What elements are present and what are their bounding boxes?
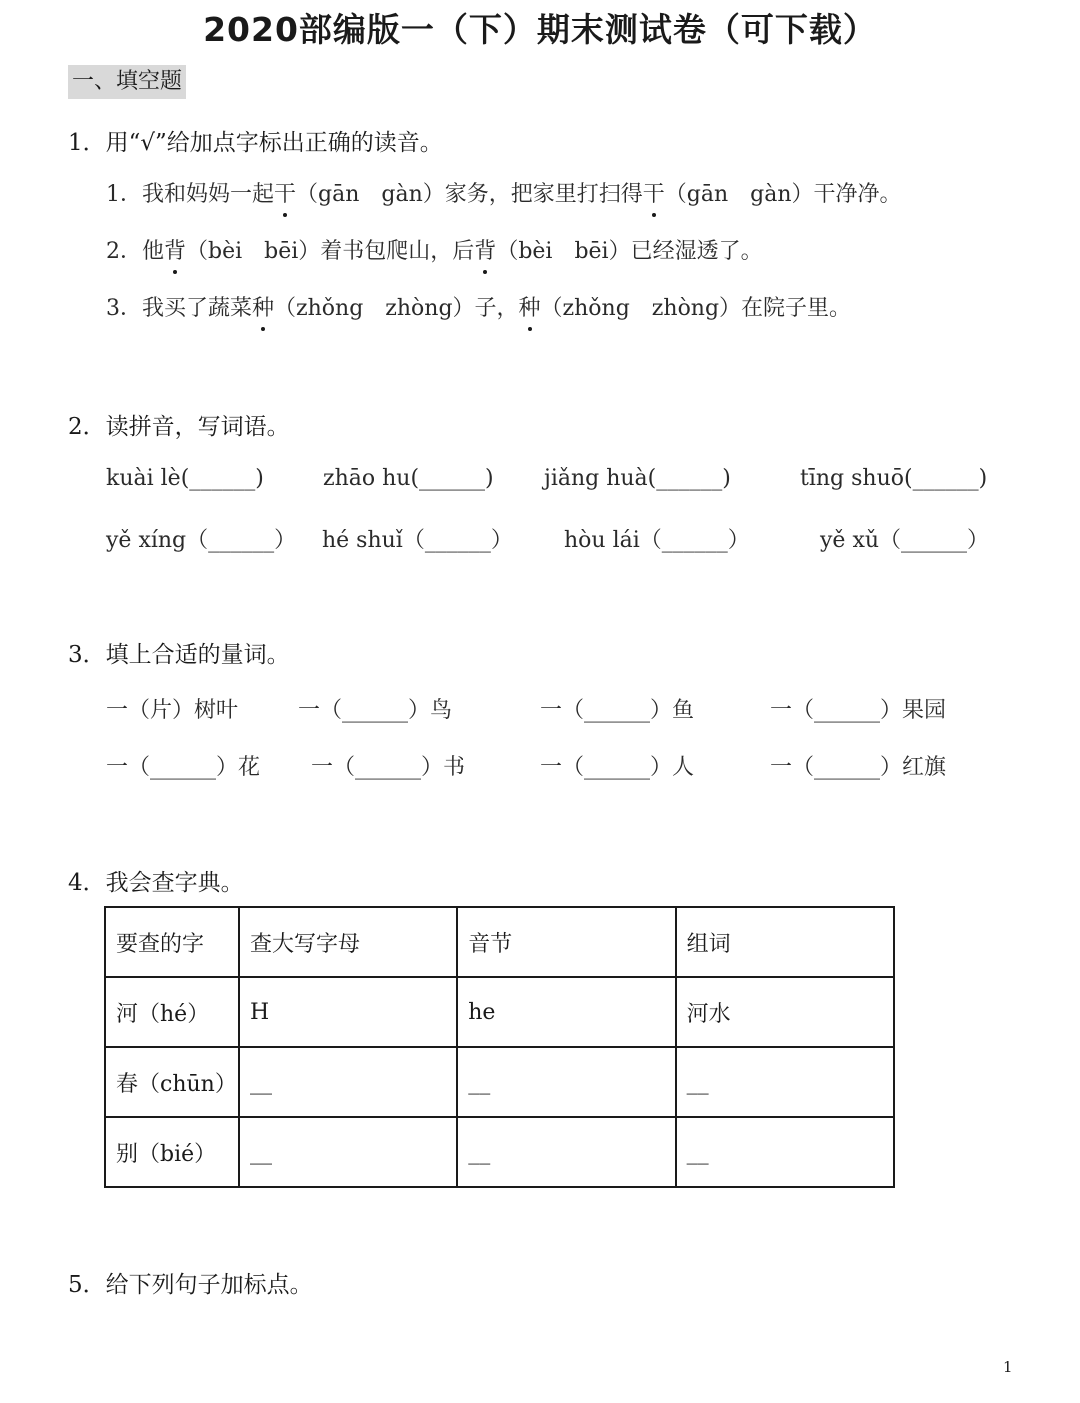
q4-heading: 4．我会查字典。 (68, 870, 244, 896)
dotted-char: 背 (474, 234, 496, 265)
q1-item-2: 2．他背（bèi bēi）着书包爬山，后背（bèi bēi）已经湿透了。 (106, 234, 763, 265)
q3-blank: 一（______）花 (106, 755, 261, 780)
dictionary-table (104, 906, 895, 1188)
table-header: 音节 (457, 907, 675, 977)
dotted-char: 干 (274, 177, 296, 208)
table-header: 查大写字母 (239, 907, 457, 977)
q3-blank: 一（片）树叶 (106, 698, 239, 723)
q3-blank: 一（______）鱼 (540, 698, 695, 723)
dotted-char: 背 (164, 234, 186, 265)
page-title: 2020部编版一（下）期末测试卷（可下载） (203, 10, 877, 49)
table-row (105, 977, 894, 1047)
q2-blank: hòu lái（______） (564, 528, 750, 553)
table-cell: __ (676, 1117, 894, 1187)
dotted-char: 种 (252, 291, 274, 322)
q3-blank: 一（______）鸟 (298, 698, 453, 723)
table-cell: __ (239, 1117, 457, 1187)
q2-blank: tīng shuō(______) (800, 466, 988, 491)
q3-blank: 一（______）书 (311, 755, 466, 780)
q3-blank: 一（______）果园 (770, 698, 947, 723)
table-row (105, 1047, 894, 1117)
q3-heading: 3．填上合适的量词。 (68, 642, 290, 668)
q1-item-1: 1．我和妈妈一起干（gān gàn）家务，把家里打扫得干（gān gàn）干净净。 (106, 177, 902, 208)
q2-blank: hé shuǐ（______） (322, 528, 513, 553)
table-cell: 别（bié） (105, 1117, 239, 1187)
table-cell: he (457, 977, 675, 1047)
q2-blank: jiǎng huà(______) (544, 466, 731, 491)
table-row (105, 1117, 894, 1187)
table-cell: __ (457, 1117, 675, 1187)
table-cell: __ (457, 1047, 675, 1117)
table-header: 组词 (676, 907, 894, 977)
dotted-char: 种 (519, 291, 541, 322)
q5-heading: 5．给下列句子加标点。 (68, 1272, 313, 1298)
table-cell: 春（chūn） (105, 1047, 239, 1117)
table-cell: __ (239, 1047, 457, 1117)
table-cell: __ (676, 1047, 894, 1117)
section-heading: 一、填空题 (68, 65, 186, 99)
q1-heading: 1．用“√”给加点字标出正确的读音。 (68, 130, 443, 156)
q3-blank: 一（______）红旗 (770, 755, 947, 780)
table-cell: 河（hé） (105, 977, 239, 1047)
dotted-char: 干 (643, 177, 665, 208)
q1-item-3: 3．我买了蔬菜种（zhǒng zhòng）子，种（zhǒng zhòng）在院子里。 (106, 291, 851, 322)
table-cell: H (239, 977, 457, 1047)
q2-heading: 2．读拼音，写词语。 (68, 414, 290, 440)
table-cell: 河水 (676, 977, 894, 1047)
q2-blank: yě xíng（______） (106, 528, 297, 553)
table-header: 要查的字 (105, 907, 239, 977)
page-number: 1 (1003, 1358, 1013, 1376)
q2-blank: zhāo hu(______) (323, 466, 494, 491)
q2-blank: kuài lè(______) (106, 466, 264, 491)
q2-blank: yě xǔ（______） (820, 528, 990, 553)
table-header-row (105, 907, 894, 977)
q3-blank: 一（______）人 (540, 755, 695, 780)
